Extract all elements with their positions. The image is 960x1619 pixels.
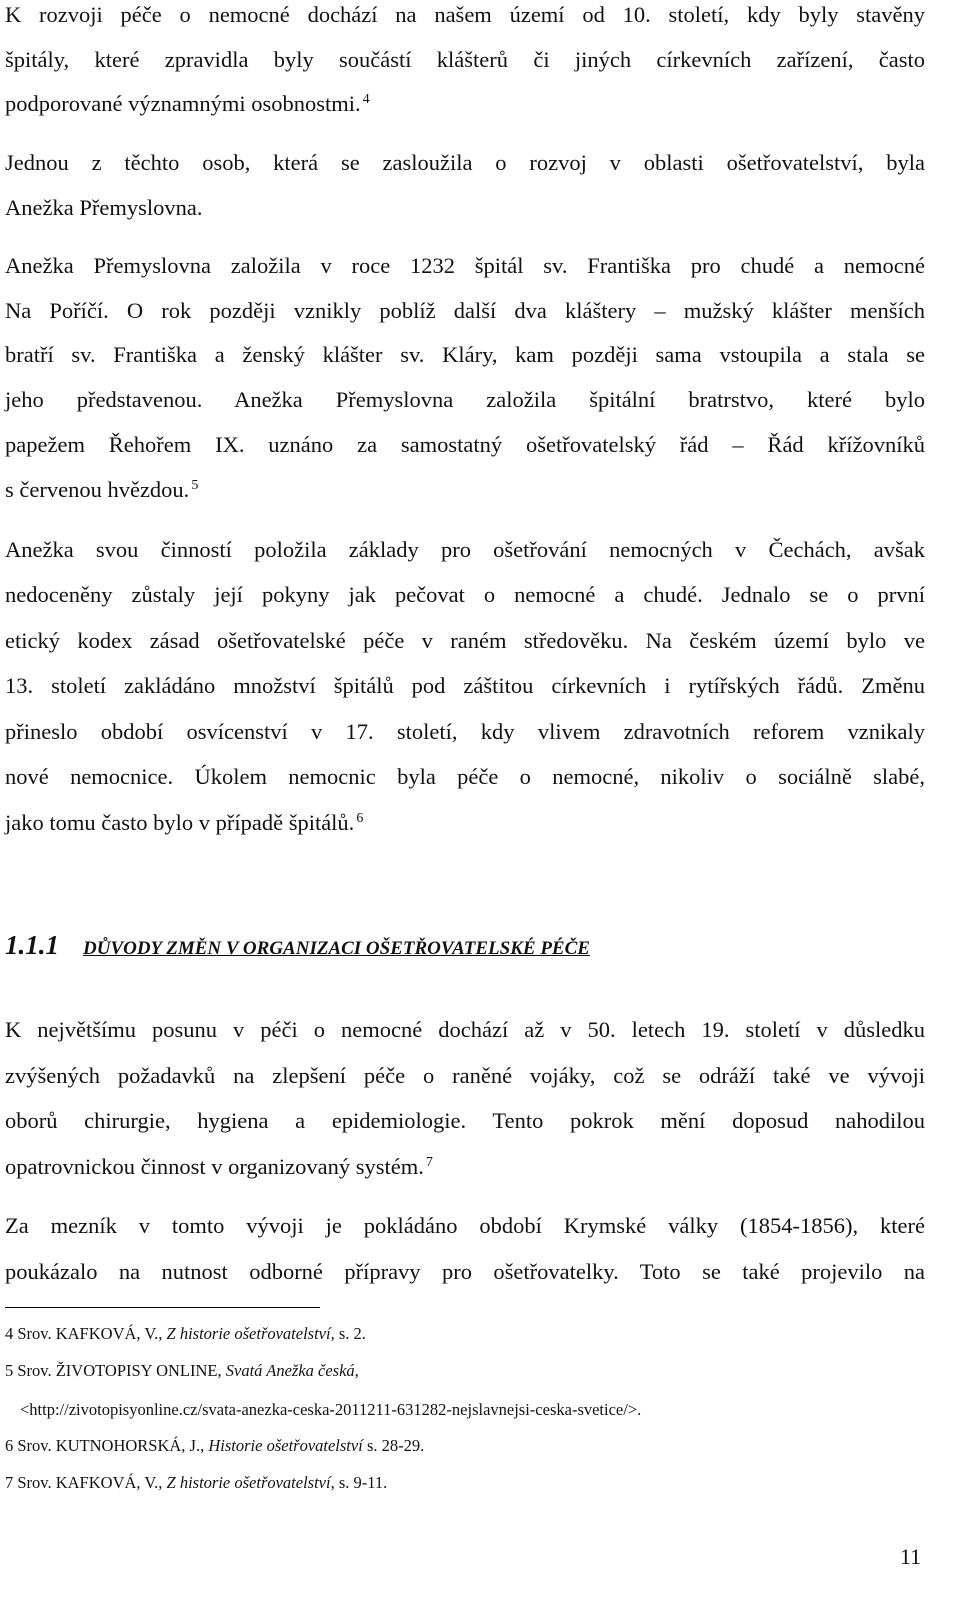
footnote: 7 Srov. KAFKOVÁ, V., Z historie ošetřovatelství, s. 9-11.: [5, 1473, 388, 1492]
body-line: Na Poříčí. O rok později vznikly poblíž další dva kláštery – mužský klášter menších: [5, 298, 925, 323]
body-line: K rozvoji péče o nemocné dochází na našem území od 10. století, kdy byly stavěny: [5, 2, 925, 27]
footnote: 4 Srov. KAFKOVÁ, V., Z historie ošetřovatelství, s. 2.: [5, 1324, 366, 1343]
body-line: nové nemocnice. Úkolem nemocnic byla péče o nemocné, nikoliv o sociálně slabé,: [5, 764, 925, 789]
section-heading: [5, 930, 590, 961]
footnote: 6 Srov. KUTNOHORSKÁ, J., Historie ošetřovatelství s. 28-29.: [5, 1436, 425, 1455]
body-line: Anežka Přemyslovna založila v roce 1232 špitál sv. Františka pro chudé a nemocné: [5, 253, 925, 278]
body-line: jeho představenou. Anežka Přemyslovna založila špitální bratrstvo, které bylo: [5, 387, 925, 412]
body-line: papežem Řehořem IX. uznáno za samostatný ošetřovatelský řád – Řád křížovníků: [5, 432, 925, 457]
body-line: zvýšených požadavků na zlepšení péče o raněné vojáky, což se odráží také ve vývoji: [5, 1063, 925, 1088]
body-line: poukázalo na nutnost odborné přípravy pro ošetřovatelky. Toto se také projevilo na: [5, 1259, 925, 1284]
footnote-ref: 7: [425, 1155, 433, 1170]
body-line: jako tomu často bylo v případě špitálů. $^6$: [5, 810, 364, 835]
footnote-ref: 5: [191, 478, 199, 493]
body-line: etický kodex zásad ošetřovatelské péče v raném středověku. Na českém území bylo ve: [5, 628, 925, 653]
body-line: opatrovnickou činnost v organizovaný systém. $^7$: [5, 1154, 433, 1179]
footnote-url[interactable]: <http://zivotopisyonline.cz/svata-anezka-ceska-2011211-631282-nejslavnejsi-ceska-svetice/>.: [20, 1400, 642, 1419]
section-title: DŮVODY ZMĚN V ORGANIZACI OŠETŘOVATELSKÉ PÉČE: [83, 938, 590, 959]
section-number: 1.1.1: [5, 930, 59, 960]
body-line: Anežka svou činností položila základy pro ošetřování nemocných v Čechách, avšak: [5, 537, 925, 562]
body-line: bratří sv. Františka a ženský klášter sv. Kláry, kam později sama vstoupila a stala se: [5, 342, 925, 367]
footnote-separator: [5, 1307, 320, 1308]
body-line: s červenou hvězdou. $^5$: [5, 477, 199, 502]
body-line: 13. století zakládáno množství špitálů pod záštitou církevních i rytířských řádů. Změnu: [5, 673, 925, 698]
page-number: 11: [900, 1544, 922, 1569]
footnote-ref: 4: [362, 92, 370, 107]
body-line: Jednou z těchto osob, která se zasloužila o rozvoj v oblasti ošetřovatelství, byla: [5, 150, 925, 175]
body-line: oborů chirurgie, hygiena a epidemiologie. Tento pokrok mění doposud nahodilou: [5, 1108, 925, 1133]
body-line: Za mezník v tomto vývoji je pokládáno období Krymské války (1854-1856), které: [5, 1213, 925, 1238]
body-line: nedoceněny zůstaly její pokyny jak pečovat o nemocné a chudé. Jednalo se o první: [5, 582, 925, 607]
body-line: podporované významnými osobnostmi. $^4$: [5, 91, 370, 116]
body-line: K největšímu posunu v péči o nemocné dochází až v 50. letech 19. století v důsledku: [5, 1017, 925, 1042]
footnote-ref: 6: [356, 811, 364, 826]
footnote: 5 Srov. ŽIVOTOPISY ONLINE, Svatá Anežka česká,: [5, 1361, 359, 1380]
body-line: Anežka Přemyslovna.: [5, 195, 203, 220]
body-line: špitály, které zpravidla byly součástí klášterů či jiných církevních zařízení, často: [5, 47, 925, 72]
body-line: přineslo období osvícenství v 17. století, kdy vlivem zdravotních reforem vznikaly: [5, 719, 925, 744]
